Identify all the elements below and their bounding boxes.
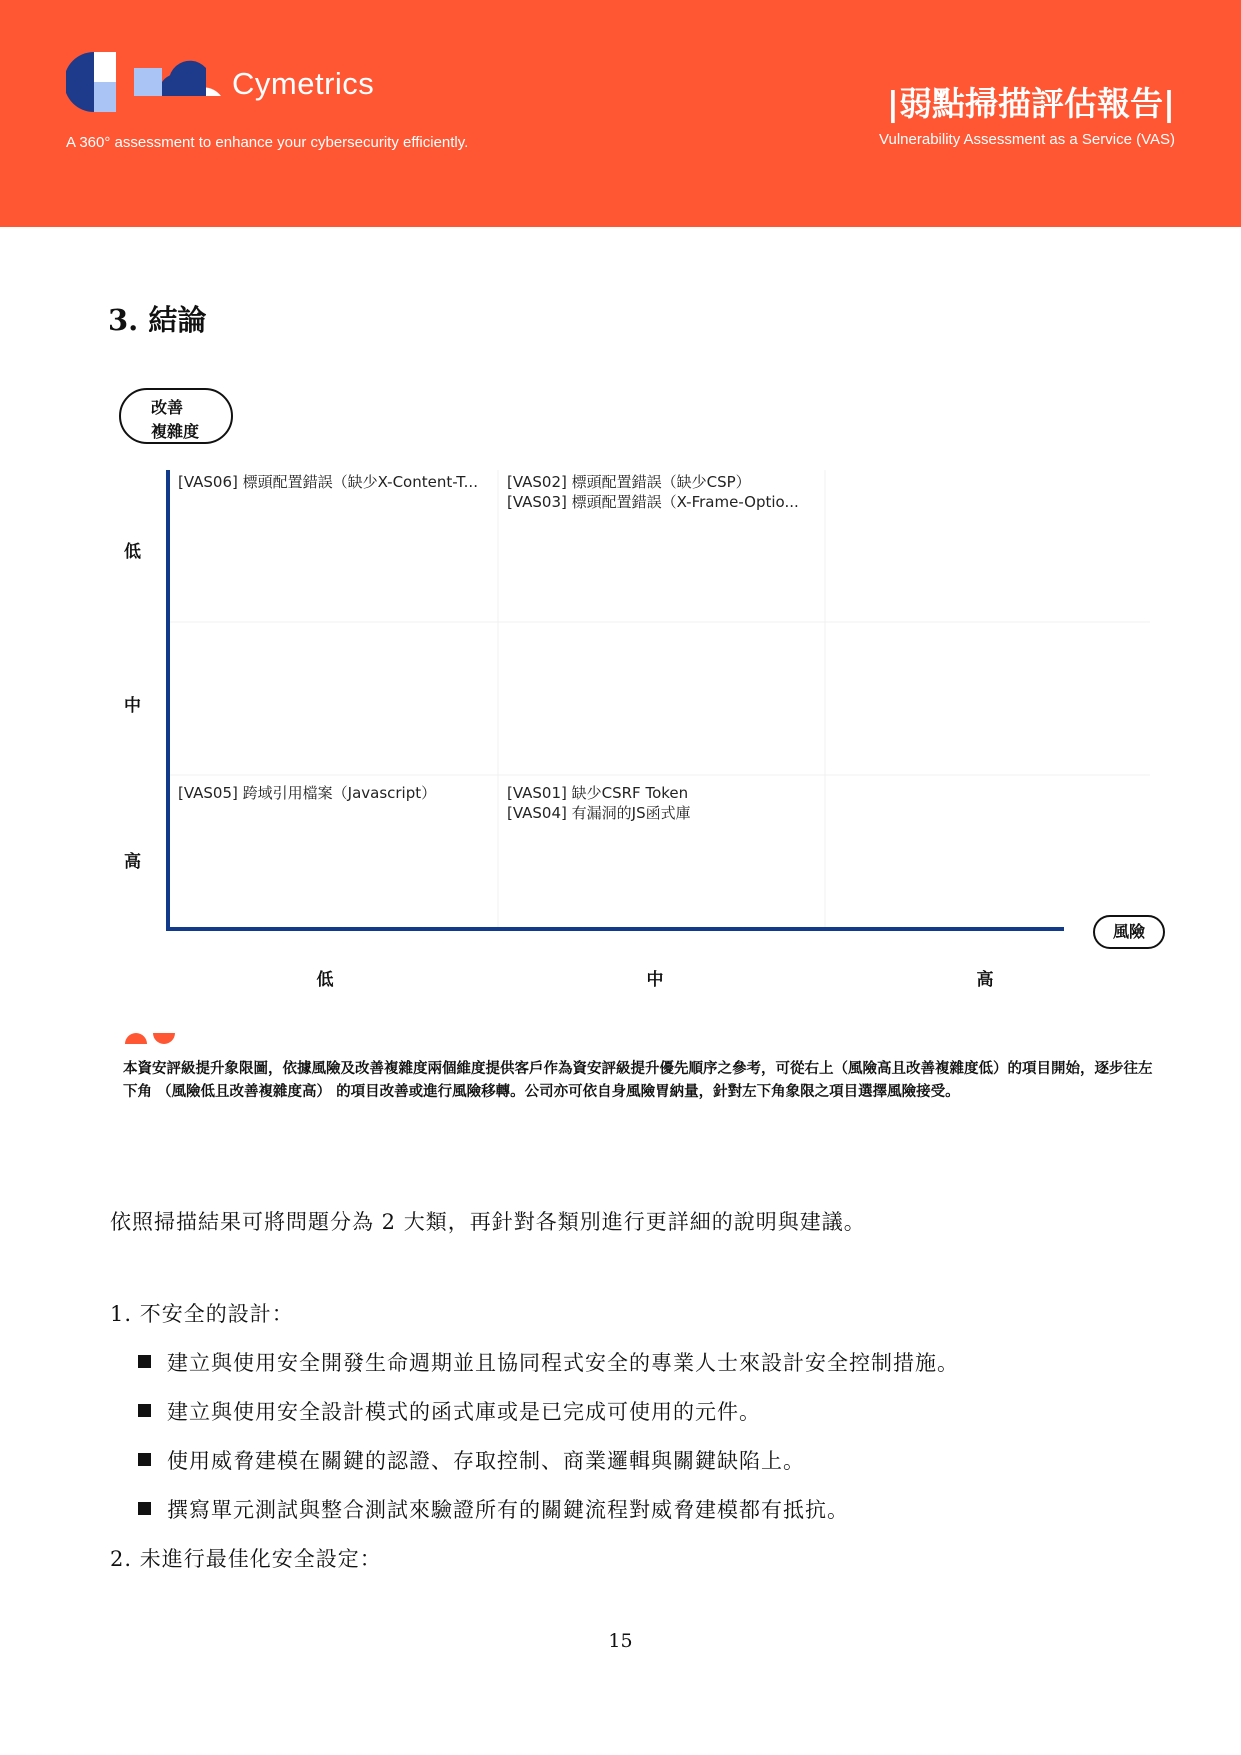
vuln-item: [VAS06] 標頭配置錯誤（缺少X-Content-T... (178, 473, 478, 491)
y-axis-label-line1: 改善 (151, 398, 184, 417)
list-item: 撰寫單元測試與整合測試來驗證所有的關鍵流程對威脅建模都有抵抗。 (138, 1494, 849, 1524)
bullet-square-icon (138, 1502, 151, 1515)
brand-name: Cymetrics (232, 66, 375, 101)
cell-high-complexity-low-risk (178, 783, 436, 803)
list2-title: 2. 未進行最佳化安全設定： (110, 1547, 382, 1571)
page-number: 15 (608, 1630, 633, 1652)
bullet-square-icon (138, 1453, 151, 1466)
cell-low-complexity-low-risk (178, 472, 478, 492)
report-subtitle: Vulnerability Assessment as a Service (VAS) (879, 131, 1175, 148)
list-item: 建立與使用安全設計模式的函式庫或是已完成可使用的元件。 (138, 1396, 761, 1426)
intro-paragraph: 依照掃描結果可將問題分為 2 大類，再針對各類別進行更詳細的說明與建議。 (110, 1210, 866, 1234)
vuln-item: [VAS01] 缺少CSRF Token (507, 784, 689, 802)
list-item: 建立與使用安全開發生命週期並且協同程式安全的專業人士來設計安全控制措施。 (138, 1347, 959, 1377)
report-title: |弱點掃描評估報告| (886, 84, 1175, 123)
vuln-item: [VAS03] 標頭配置錯誤（X-Frame-Optio... (507, 493, 799, 511)
vuln-item: [VAS02] 標頭配置錯誤（缺少CSP） (507, 473, 751, 491)
y-tick-mid: 中 (124, 696, 141, 716)
vuln-item: [VAS04] 有漏洞的JS函式庫 (507, 804, 691, 822)
x-tick-high: 高 (976, 970, 994, 990)
list1-title: 1. 不安全的設計： (110, 1302, 294, 1326)
vuln-item: [VAS05] 跨域引用檔案（Javascript） (178, 784, 437, 802)
y-axis-label-line2: 複雜度 (151, 422, 200, 441)
cell-high-complexity-mid-risk (507, 783, 691, 823)
matrix-note: 本資安評級提升象限圖，依據風險及改善複雜度兩個維度提供客戶作為資安評級提升優先順序之參考，可從右上（風險高且改善複雜度低）的項目開始，逐步往左下角 （風險低且改善複雜度高） 的項目改善或進行風險移轉。公司亦可依自身風險胃納量，針對左下角象限之項目選擇風險接受。 (123, 1061, 1153, 1100)
brand-tagline: A 360° assessment to enhance your cybersecurity efficiently. (66, 134, 469, 151)
x-axis-label: 風險 (1093, 915, 1165, 949)
y-tick-low: 低 (124, 542, 141, 562)
bullet-square-icon (138, 1404, 151, 1417)
y-tick-high: 高 (124, 852, 141, 872)
list-item: 使用威脅建模在關鍵的認證、存取控制、商業邏輯與關鍵缺陷上。 (138, 1445, 805, 1475)
x-tick-mid: 中 (646, 970, 664, 990)
cell-low-complexity-mid-risk (507, 472, 799, 512)
bullet-square-icon (138, 1355, 151, 1368)
x-tick-low: 低 (316, 970, 334, 990)
note-marker-icon (123, 1031, 179, 1045)
section-title: 3. 結論 (108, 303, 207, 337)
